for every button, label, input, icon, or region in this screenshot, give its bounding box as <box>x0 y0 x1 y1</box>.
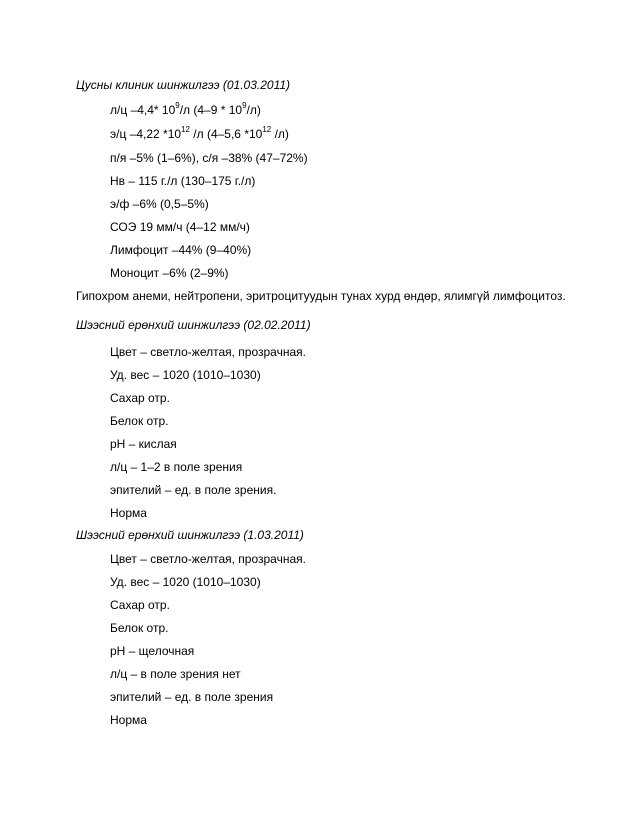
wbc-line <box>110 102 261 118</box>
urine-test-1-item: рН – кислая <box>110 437 177 451</box>
urine-test-2-item: Цвет – светло-желтая, прозрачная. <box>110 552 306 566</box>
wbc-text-pre: л/ц –4,4* 10 <box>110 103 176 117</box>
blood-test-item: Моноцит –6% (2–9%) <box>110 266 229 280</box>
blood-test-heading: Цусны клиник шинжилгээ (01.03.2011) <box>76 78 291 92</box>
urine-test-1-item: Норма <box>110 506 147 520</box>
urine-test-2-item: л/ц – в поле зрения нет <box>110 667 241 681</box>
urine-test-1-item: эпителий – ед. в поле зрения. <box>110 483 277 497</box>
blood-test-item: Нв – 115 г./л (130–175 г./л) <box>110 174 256 188</box>
urine-test-1-item: Белок отр. <box>110 414 169 428</box>
rbc-text-mid: /л (4–5,6 *10 <box>189 127 263 141</box>
urine-test-2-item: Уд. вес – 1020 (1010–1030) <box>110 575 261 589</box>
wbc-exponent-2: 9 <box>242 101 247 110</box>
urine-test-2-heading: Шээсний ерөнхий шинжилгээ (1.03.2011) <box>76 528 304 542</box>
urine-test-2-item: рН – щелочная <box>110 644 195 658</box>
blood-test-item: э/ф –6% (0,5–5%) <box>110 197 209 211</box>
blood-test-item: СОЭ 19 мм/ч (4–12 мм/ч) <box>110 220 250 234</box>
wbc-text-post: /л) <box>246 103 261 117</box>
blood-test-item: Лимфоцит –44% (9–40%) <box>110 243 252 257</box>
urine-test-2-item: Белок отр. <box>110 621 169 635</box>
blood-test-conclusion: Гипохром анеми, нейтропени, эритроцитуудын тунах хурд өндөр, ялимгүй лимфоцитоз. <box>76 289 566 303</box>
rbc-text-pre: э/ц –4,22 *10 <box>110 127 182 141</box>
urine-test-1-item: Уд. вес – 1020 (1010–1030) <box>110 368 261 382</box>
urine-test-2-item: Норма <box>110 713 147 727</box>
rbc-exponent-2: 12 <box>262 125 272 134</box>
urine-test-1-heading: Шээсний ерөнхий шинжилгээ (02.02.2011) <box>76 318 311 332</box>
rbc-exponent-1: 12 <box>181 125 190 134</box>
rbc-line <box>110 126 289 142</box>
urine-test-2-item: эпителий – ед. в поле зрения <box>110 690 274 704</box>
rbc-text-post: /л) <box>271 127 289 141</box>
blood-test-item: п/я –5% (1–6%), с/я –38% (47–72%) <box>110 151 308 165</box>
urine-test-1-item: Сахар отр. <box>110 391 170 405</box>
urine-test-1-item: Цвет – светло-желтая, прозрачная. <box>110 345 306 359</box>
wbc-text-mid: /л (4–9 * 10 <box>179 103 243 117</box>
wbc-exponent-1: 9 <box>175 101 180 110</box>
urine-test-1-item: л/ц – 1–2 в поле зрения <box>110 460 243 474</box>
urine-test-2-item: Сахар отр. <box>110 598 170 612</box>
